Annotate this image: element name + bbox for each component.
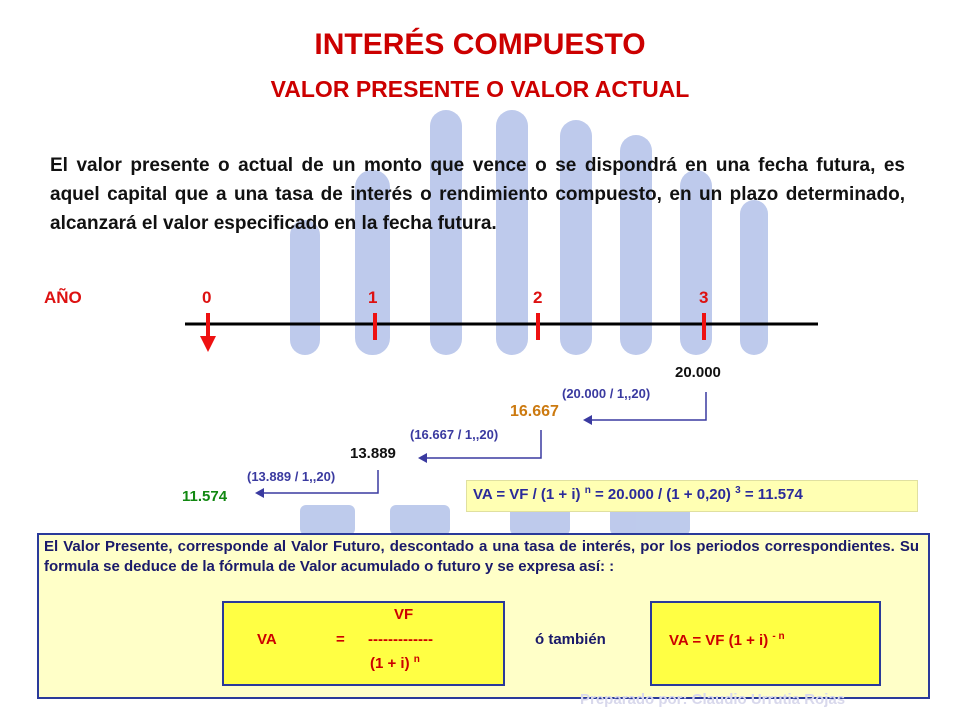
year-label-2: 2 [533,288,543,307]
formula-alt-base: VA = VF (1 + i) [669,632,773,649]
amount-year-2: 16.667 [510,403,559,420]
division-year-2: (16.667 / 1,,20) [410,427,499,442]
arrow-head-2-icon [418,453,427,463]
page-title: INTERÉS COMPUESTO [314,28,646,61]
year-label-1: 1 [368,288,378,307]
down-arrow-icon [200,336,216,352]
formula-alt-exp: - n [772,631,785,642]
explanation-text: El Valor Presente, corresponde al Valor Futuro, descontado a una tasa de interés, por los periodos correspondientes. Su formula se deduce de la fórmula de Valor acumulado o futuro y se expresa así: : [44,538,919,575]
formula-exp-n: n [584,485,591,496]
division-year-1: (13.889 / 1,,20) [247,469,336,484]
fraction-denominator-base: (1 + i) [370,655,414,672]
year-label-3: 3 [699,288,709,307]
axis-label-year: AÑO [44,288,82,307]
fraction-va: VA [257,631,277,648]
footer-credit: Preparado por: Claudio Urrutia Rojas [580,691,846,708]
page-subtitle: VALOR PRESENTE O VALOR ACTUAL [270,76,690,102]
formula-alt [669,631,785,649]
formula-mid: = 20.000 / (1 + 0,20) [594,486,736,503]
amount-year-1: 13.889 [350,445,396,462]
fraction-equals: = [336,631,345,648]
fraction-denominator-exp: n [413,654,420,665]
amount-year-3: 20.000 [675,364,721,381]
arrow-head-1-icon [255,488,264,498]
year-label-0: 0 [202,288,212,307]
formula-text [473,485,803,503]
arrow-head-3-icon [583,415,592,425]
formula-rhs: = 11.574 [744,486,803,503]
formula-lhs: VA = VF / (1 + i) [473,486,585,503]
division-year-3: (20.000 / 1,,20) [562,386,651,401]
fraction-denominator [370,654,420,672]
amount-year-0: 11.574 [182,488,228,505]
or-text: ó también [535,631,606,648]
formula-exp-3: 3 [735,485,741,496]
intro-paragraph: El valor presente o actual de un monto que vence o se dispondrá en una fecha futura, es aquel capital que a una tasa de interés o rendimiento compuesto, en un plazo determinado, alcanzará el valor especificado en la fecha futura. [50,155,905,234]
fraction-numerator: VF [394,606,414,623]
fraction-bar: ------------- [368,631,433,648]
